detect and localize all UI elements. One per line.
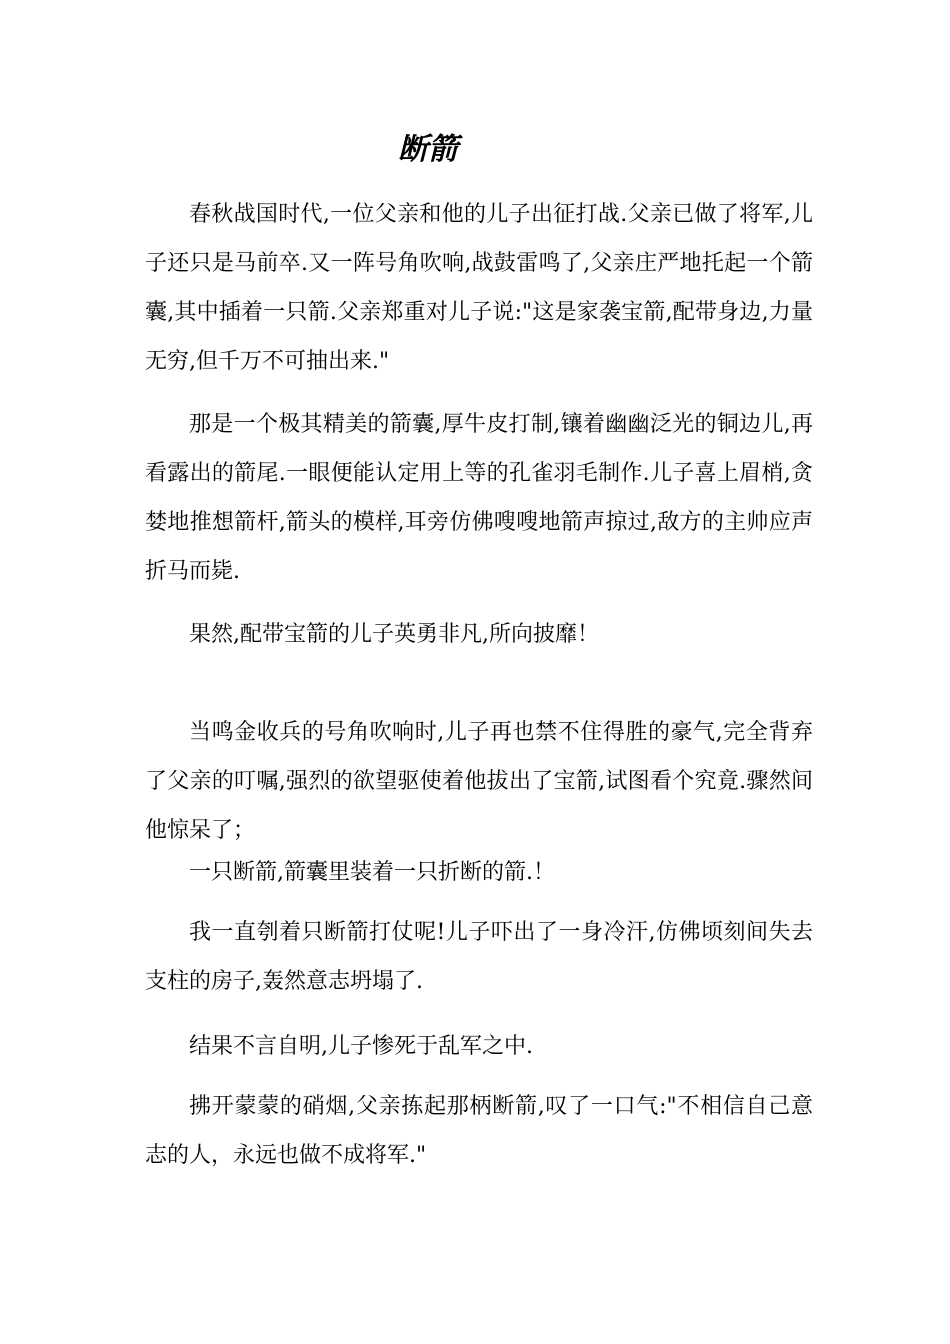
paragraph-3: 果然,配带宝箭的儿子英勇非凡,所向披靡！ (189, 622, 599, 647)
paragraph-6: 我一直刳着只断箭打仗呢!儿子吓出了一身冷汗,仿佛顷刻间失去支柱的房子,轰然意志坍塌了. (145, 920, 813, 994)
paragraph-8: 拂开蒙蒙的硝烟,父亲拣起那柄断箭,叹了一口气:"不相信自己意志的人，永远也做不成将军." (145, 1094, 813, 1168)
paragraph-5: 一只断箭,箭囊里装着一只折断的箭.！ (189, 860, 555, 885)
paragraph-7: 结果不言自明,儿子惨死于乱军之中. (189, 1034, 533, 1059)
paragraph-1: 春秋战国时代,一位父亲和他的儿子出征打战.父亲已做了将军,儿子还只是马前卒.又一阵号角吹响,战鼓雷鸣了,父亲庄严地托起一个箭囊,其中插着一只箭.父亲郑重对儿子说:"这是家袭宝箭,配带身边,力量无穷,但千万不可抽出来." (145, 202, 813, 374)
paragraph-2: 那是一个极其精美的箭囊,厚牛皮打制,镶着幽幽泛光的铜边儿,再看露出的箭尾.一眼便能认定用上等的孔雀羽毛制作.儿子喜上眉梢,贪婪地推想箭杆,箭头的模样,耳旁仿佛嗖嗖地箭声掠过,敌方的主帅应声折马而毙. (145, 412, 813, 584)
document-title: 断箭 (398, 132, 458, 167)
paragraph-4: 当鸣金收兵的号角吹响时,儿子再也禁不住得胜的豪气,完全背弃了父亲的叮嘱,强烈的欲望驱使着他拔出了宝箭,试图看个究竟.骤然间他惊呆了； (145, 720, 813, 843)
